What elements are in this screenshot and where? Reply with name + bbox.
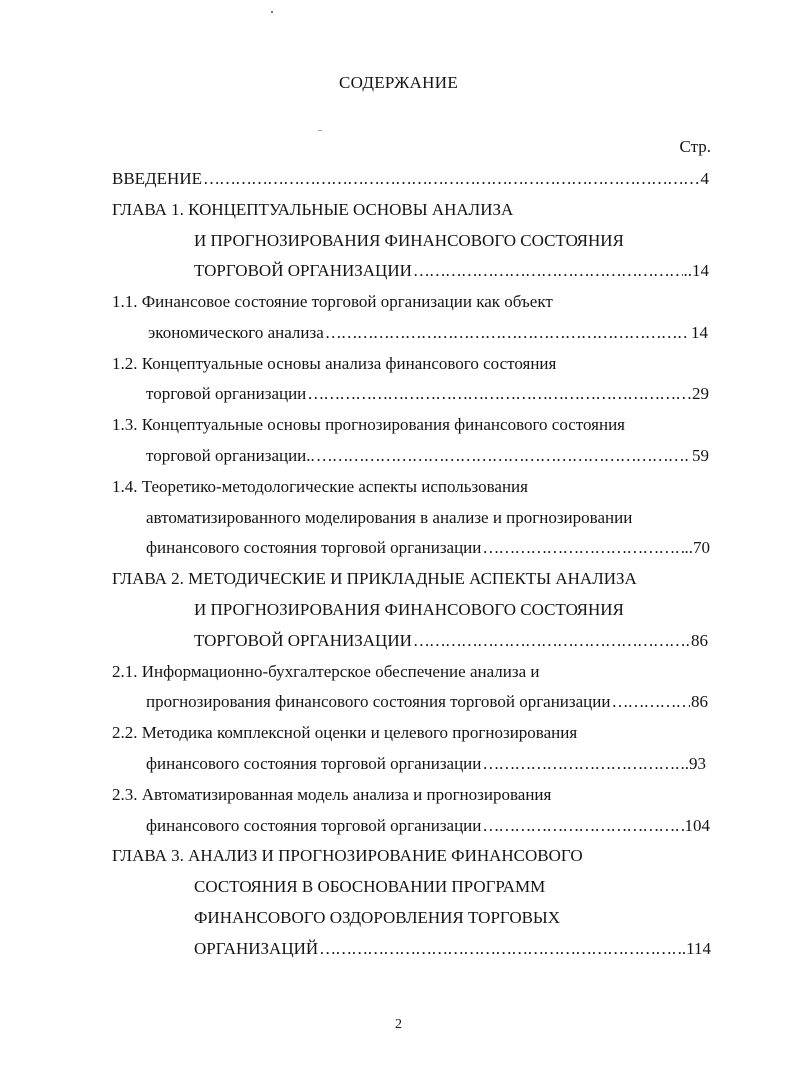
toc-chapter-3-line-2	[194, 876, 545, 898]
toc-chapter-2-line-3	[194, 630, 708, 652]
toc-entry-text: 1.2. Концептуальные основы анализа финансового состояния	[112, 354, 557, 373]
toc-chapter-2-line-2	[194, 599, 624, 621]
toc-chapter-3-line-4	[194, 938, 711, 960]
toc-section-1-3-cont	[146, 445, 709, 467]
toc-entry-text: 1.1. Финансовое состояние торговой организации как объект	[112, 292, 553, 311]
toc-entry-text: ТОРГОВОЙ ОРГАНИЗАЦИИ	[194, 631, 412, 650]
toc-section-2-1[interactable]	[112, 661, 539, 683]
toc-leader-dots	[413, 260, 683, 282]
toc-entry-text: финансового состояния торговой организации	[146, 816, 482, 835]
toc-entry-text: торговой организации..	[146, 446, 315, 465]
toc-page-number: 104	[684, 816, 710, 835]
toc-leader-dots	[203, 168, 700, 190]
toc-page-number: 14	[691, 323, 708, 342]
toc-section-1-4-line-3	[146, 537, 710, 559]
toc-page-number: 29	[692, 384, 709, 403]
toc-page-number: 86	[691, 631, 708, 650]
toc-entry-text: И ПРОГНОЗИРОВАНИЯ ФИНАНСОВОГО СОСТОЯНИЯ	[194, 600, 624, 619]
toc-entry-text: финансового состояния торговой организации	[146, 754, 482, 773]
toc-entry-text: ГЛАВА 1. КОНЦЕПТУАЛЬНЫЕ ОСНОВЫ АНАЛИЗА	[112, 200, 514, 219]
toc-section-2-2-cont	[146, 753, 706, 775]
toc-section-1-4[interactable]	[112, 476, 528, 498]
toc-chapter-3-line-3	[194, 907, 560, 929]
toc-entry-text: ФИНАНСОВОГО ОЗДОРОВЛЕНИЯ ТОРГОВЫХ	[194, 908, 561, 927]
toc-section-1-1[interactable]	[112, 291, 553, 313]
toc-entry-text: ГЛАВА 2. МЕТОДИЧЕСКИЕ И ПРИКЛАДНЫЕ АСПЕКТЫ АНАЛИЗА	[112, 569, 637, 588]
toc-entry-text: прогнозирования финансового состояния торговой организации	[146, 692, 611, 711]
toc-leader-dots	[482, 753, 679, 775]
toc-leader-dots	[611, 691, 690, 713]
toc-leader-dots	[307, 383, 691, 405]
toc-entry-text: 2.2. Методика комплексной оценки и целевого прогнозирования	[112, 723, 578, 742]
toc-chapter-3-line-1[interactable]	[112, 845, 583, 867]
page-number-footer: 2	[395, 1017, 402, 1032]
toc-section-1-3[interactable]	[112, 414, 625, 436]
toc-leader-dots	[482, 815, 683, 837]
toc-page-number: 4	[700, 169, 709, 188]
toc-section-1-4-line-2	[146, 507, 632, 529]
toc-page-number: 59	[692, 446, 709, 465]
page-column-label: Стр.	[679, 137, 711, 156]
toc-entry-text: финансового состояния торговой организации	[146, 538, 482, 557]
toc-entry-text: 2.1. Информационно-бухгалтерское обеспечение анализа и	[112, 662, 540, 681]
toc-page-number: ..70	[684, 538, 710, 557]
toc-section-2-3-cont	[146, 815, 710, 837]
toc-page-number: ..93	[680, 754, 706, 773]
toc-entry-text: ВВЕДЕНИЕ	[112, 169, 202, 188]
toc-page-number: ..14	[683, 261, 709, 280]
toc-entry-text: торговой организации	[146, 384, 307, 403]
toc-title: СОДЕРЖАНИЕ	[338, 73, 459, 92]
toc-entry-text: автоматизированного моделирования в анализе и прогнозировании	[146, 508, 633, 527]
toc-entry-text: 2.3. Автоматизированная модель анализа и прогнозирования	[112, 785, 552, 804]
toc-chapter-2-line-1[interactable]	[112, 568, 637, 590]
toc-leader-dots	[413, 630, 690, 652]
toc-entry-text: СОСТОЯНИЯ В ОБОСНОВАНИИ ПРОГРАММ	[194, 877, 546, 896]
toc-section-1-1-cont	[148, 322, 708, 344]
toc-section-1-2-cont	[146, 383, 709, 405]
toc-entry-text: ГЛАВА 3. АНАЛИЗ И ПРОГНОЗИРОВАНИЕ ФИНАНСОВОГО	[112, 846, 583, 865]
toc-page-number: ..114	[677, 939, 711, 958]
toc-entry-text: 1.4. Теоретико-методологические аспекты использования	[112, 477, 528, 496]
toc-entry-text: экономического анализа	[148, 323, 324, 342]
toc-entry-text: И ПРОГНОЗИРОВАНИЯ ФИНАНСОВОГО СОСТОЯНИЯ	[194, 231, 624, 250]
toc-leader-dots	[316, 445, 691, 467]
toc-page-number: 86	[691, 692, 708, 711]
scan-speck	[271, 11, 273, 13]
toc-leader-dots	[482, 537, 683, 559]
toc-section-2-3[interactable]	[112, 784, 551, 806]
toc-leader-dots	[325, 322, 690, 344]
toc-section-2-1-cont	[146, 691, 708, 713]
toc-chapter-1-line-2	[194, 230, 624, 252]
toc-entry-text: ОРГАНИЗАЦИЙ	[194, 939, 319, 958]
scan-speck	[318, 130, 322, 131]
toc-section-1-2[interactable]	[112, 353, 556, 375]
toc-chapter-1-line-1[interactable]	[112, 199, 513, 221]
toc-entry-introduction[interactable]	[112, 168, 709, 190]
toc-section-2-2[interactable]	[112, 722, 577, 744]
toc-entry-text: 1.3. Концептуальные основы прогнозирования финансового состояния	[112, 415, 626, 434]
toc-chapter-1-line-3	[194, 260, 709, 282]
toc-entry-text: ТОРГОВОЙ ОРГАНИЗАЦИИ	[194, 261, 412, 280]
toc-leader-dots	[319, 938, 676, 960]
